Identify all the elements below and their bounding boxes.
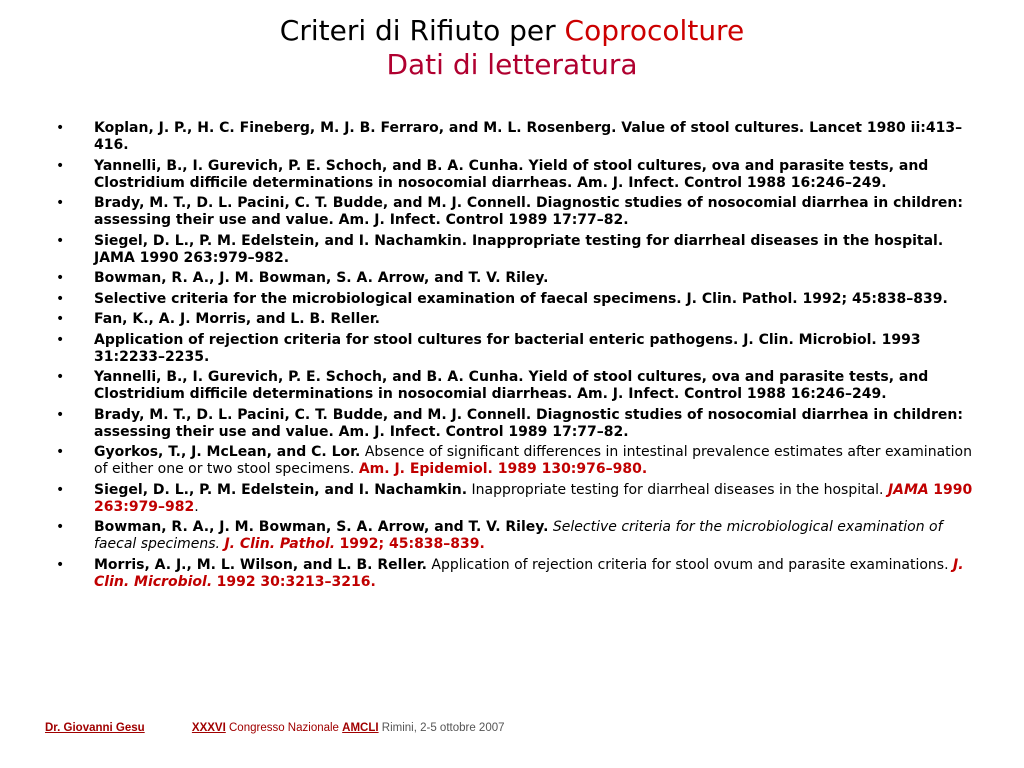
reference-item	[52, 195, 982, 229]
reference-list	[52, 120, 982, 594]
bullet-icon: •	[56, 120, 65, 136]
bullet-icon: •	[56, 481, 65, 498]
reference-item	[52, 369, 982, 403]
bullet-icon: •	[56, 157, 65, 174]
bullet-icon: •	[56, 519, 65, 535]
reference-bold: Yannelli, B., I. Gurevich, P. E. Schoch, and B. A. Cunha. Yield of stool cultures, ova and parasite tests, and Clostridium difficile determinations in nosocomial diarrheas. Am. J. Infect. Control 1988 16:246–249.	[94, 369, 929, 402]
reference-title: Inappropriate testing for diarrheal diseases in the hospital.	[471, 481, 884, 498]
reference-journal: J. Clin. Microbiol.	[94, 556, 964, 590]
reference-authors: Gyorkos, T., J. McLean, and C. Lor.	[94, 444, 361, 460]
reference-bold: Bowman, R. A., J. M. Bowman, S. A. Arrow, and T. V. Riley.	[94, 270, 549, 286]
slide-footer	[45, 722, 505, 734]
slide-title	[0, 14, 1024, 82]
reference-title: Application of rejection criteria for stool ovum and parasite examinations.	[431, 556, 949, 573]
reference-bold: Siegel, D. L., P. M. Edelstein, and I. Nachamkin. Inappropriate testing for diarrheal diseases in the hospital. JAMA 1990 263:979–982.	[94, 232, 944, 266]
bullet-icon: •	[56, 195, 65, 211]
reference-authors: Siegel, D. L., P. M. Edelstein, and I. Nachamkin.	[94, 481, 468, 498]
reference-bold: Brady, M. T., D. L. Pacini, C. T. Budde, and M. J. Connell. Diagnostic studies of nosocomial diarrhea in children: assessing their use and value. Am. J. Infect. Control 1989 17:77–82.	[94, 406, 963, 440]
reference-item	[52, 311, 982, 328]
reference-journal: Am. J. Epidemiol. 1989 130:976–980.	[358, 461, 648, 477]
footer-author: Dr. Giovanni Gesu	[45, 722, 145, 734]
reference-item	[52, 270, 982, 287]
bullet-icon: •	[56, 311, 65, 327]
bullet-icon: •	[56, 444, 65, 460]
reference-item	[52, 233, 982, 267]
reference-bold: Yannelli, B., I. Gurevich, P. E. Schoch, and B. A. Cunha. Yield of stool cultures, ova and parasite tests, and Clostridium difficile determinations in nosocomial diarrheas. Am. J. Infect. Control 1988 16:246–249.	[94, 157, 929, 191]
footer-congress: Congresso Nazionale	[229, 722, 339, 734]
reference-item	[52, 120, 982, 154]
reference-citation: 1992; 45:838–839.	[339, 536, 485, 552]
reference-bold: Brady, M. T., D. L. Pacini, C. T. Budde, and M. J. Connell. Diagnostic studies of nosocomial diarrhea in children: assessing their use and value. Am. J. Infect. Control 1989 17:77–82.	[94, 195, 963, 228]
bullet-icon: •	[56, 270, 65, 286]
reference-bold: Application of rejection criteria for stool cultures for bacterial enteric pathogens. J. Clin. Microbiol. 1993 31:2233–2235.	[94, 331, 921, 365]
reference-item	[52, 557, 982, 591]
reference-item	[52, 407, 982, 441]
footer-society: AMCLI	[342, 722, 379, 734]
reference-item	[52, 519, 982, 553]
bullet-icon: •	[56, 369, 65, 385]
reference-item	[52, 158, 982, 192]
reference-bold: Koplan, J. P., H. C. Fineberg, M. J. B. Ferraro, and M. L. Rosenberg. Value of stool cultures. Lancet 1980 ii:413–416.	[94, 120, 963, 153]
title-accent: Coprocolture	[564, 14, 745, 47]
bullet-icon: •	[56, 406, 65, 423]
title-prefix: Criteri di Rifiuto per	[279, 14, 556, 47]
footer-place-date: Rimini, 2-5 ottobre 2007	[381, 722, 505, 734]
reference-item	[52, 482, 982, 516]
reference-item	[52, 291, 982, 308]
reference-item	[52, 332, 982, 366]
footer-edition: XXXVI	[191, 722, 226, 734]
reference-journal: JAMA	[887, 481, 929, 498]
reference-bold: Selective criteria for the microbiological examination of faecal specimens. J. Clin. Pathol. 1992; 45:838–839.	[94, 290, 948, 307]
title-line-2: Dati di letteratura	[386, 48, 638, 81]
bullet-icon: •	[56, 331, 65, 348]
reference-tail: .	[194, 498, 199, 515]
bullet-icon: •	[56, 290, 65, 307]
reference-bold: Fan, K., A. J. Morris, and L. B. Reller.	[94, 311, 380, 327]
footer-conference	[192, 722, 505, 734]
title-line-1	[0, 14, 1024, 48]
reference-journal: J. Clin. Pathol.	[224, 536, 336, 552]
reference-item	[52, 444, 982, 478]
reference-authors: Bowman, R. A., J. M. Bowman, S. A. Arrow, and T. V. Riley.	[94, 519, 549, 535]
reference-title: Absence of significant differences in intestinal prevalence estimates after examination of either one or two stool specimens.	[94, 444, 972, 477]
reference-title: Selective criteria for the microbiological examination of faecal specimens.	[94, 519, 943, 552]
reference-authors: Morris, A. J., M. L. Wilson, and L. B. Reller.	[94, 556, 427, 573]
bullet-icon: •	[56, 556, 65, 573]
bullet-icon: •	[56, 232, 65, 249]
reference-citation: 1992 30:3213–3216.	[216, 573, 376, 590]
reference-citation: 1990 263:979–982	[94, 481, 973, 515]
